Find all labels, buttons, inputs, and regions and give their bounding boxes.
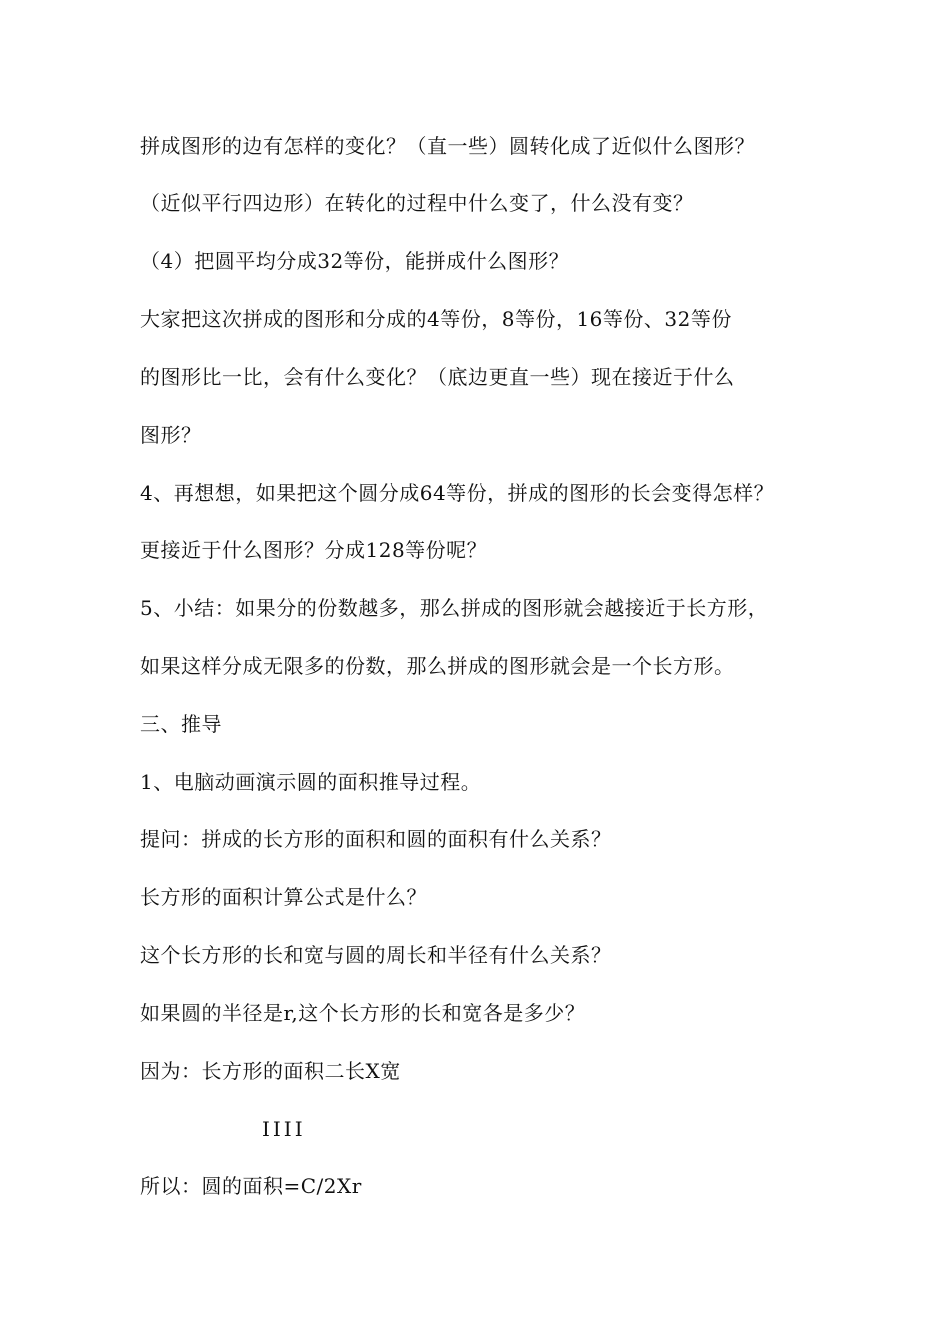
paragraph-line: 如果这样分成无限多的份数，那么拼成的图形就会是一个长方形。 <box>140 654 735 678</box>
paragraph-line: 因为：长方形的面积二长X宽 <box>140 1059 401 1083</box>
paragraph-line: 5、小结：如果分的份数越多，那么拼成的图形就会越接近于长方形， <box>140 596 769 620</box>
section-heading: 三、推导 <box>140 712 222 736</box>
paragraph-line: （4）把圆平均分成32等份，能拼成什么图形？ <box>140 249 570 273</box>
formula-line: IIII <box>262 1117 306 1141</box>
paragraph-line: 4、再想想，如果把这个圆分成64等份，拼成的图形的长会变得怎样？ <box>140 481 775 505</box>
paragraph-line: 大家把这次拼成的图形和分成的4等份，8等份，16等份、32等份 <box>140 307 732 331</box>
paragraph-line: 图形？ <box>140 423 202 447</box>
paragraph-line: 如果圆的半径是r,这个长方形的长和宽各是多少？ <box>140 1001 586 1025</box>
paragraph-line: 这个长方形的长和宽与圆的周长和半径有什么关系？ <box>140 943 612 967</box>
paragraph-line: 长方形的面积计算公式是什么？ <box>140 885 427 909</box>
paragraph-line: 的图形比一比，会有什么变化？（底边更直一些）现在接近于什么 <box>140 365 735 389</box>
paragraph-line: 提问：拼成的长方形的面积和圆的面积有什么关系？ <box>140 827 612 851</box>
paragraph-line: 拼成图形的边有怎样的变化？（直一些）圆转化成了近似什么图形？ <box>140 134 755 158</box>
formula-line: 所以：圆的面积=C/2Xr <box>140 1174 362 1198</box>
paragraph-line: 更接近于什么图形？分成128等份呢？ <box>140 538 488 562</box>
paragraph-line: （近似平行四边形）在转化的过程中什么变了，什么没有变？ <box>140 191 694 215</box>
paragraph-line: 1、电脑动画演示圆的面积推导过程。 <box>140 770 482 794</box>
